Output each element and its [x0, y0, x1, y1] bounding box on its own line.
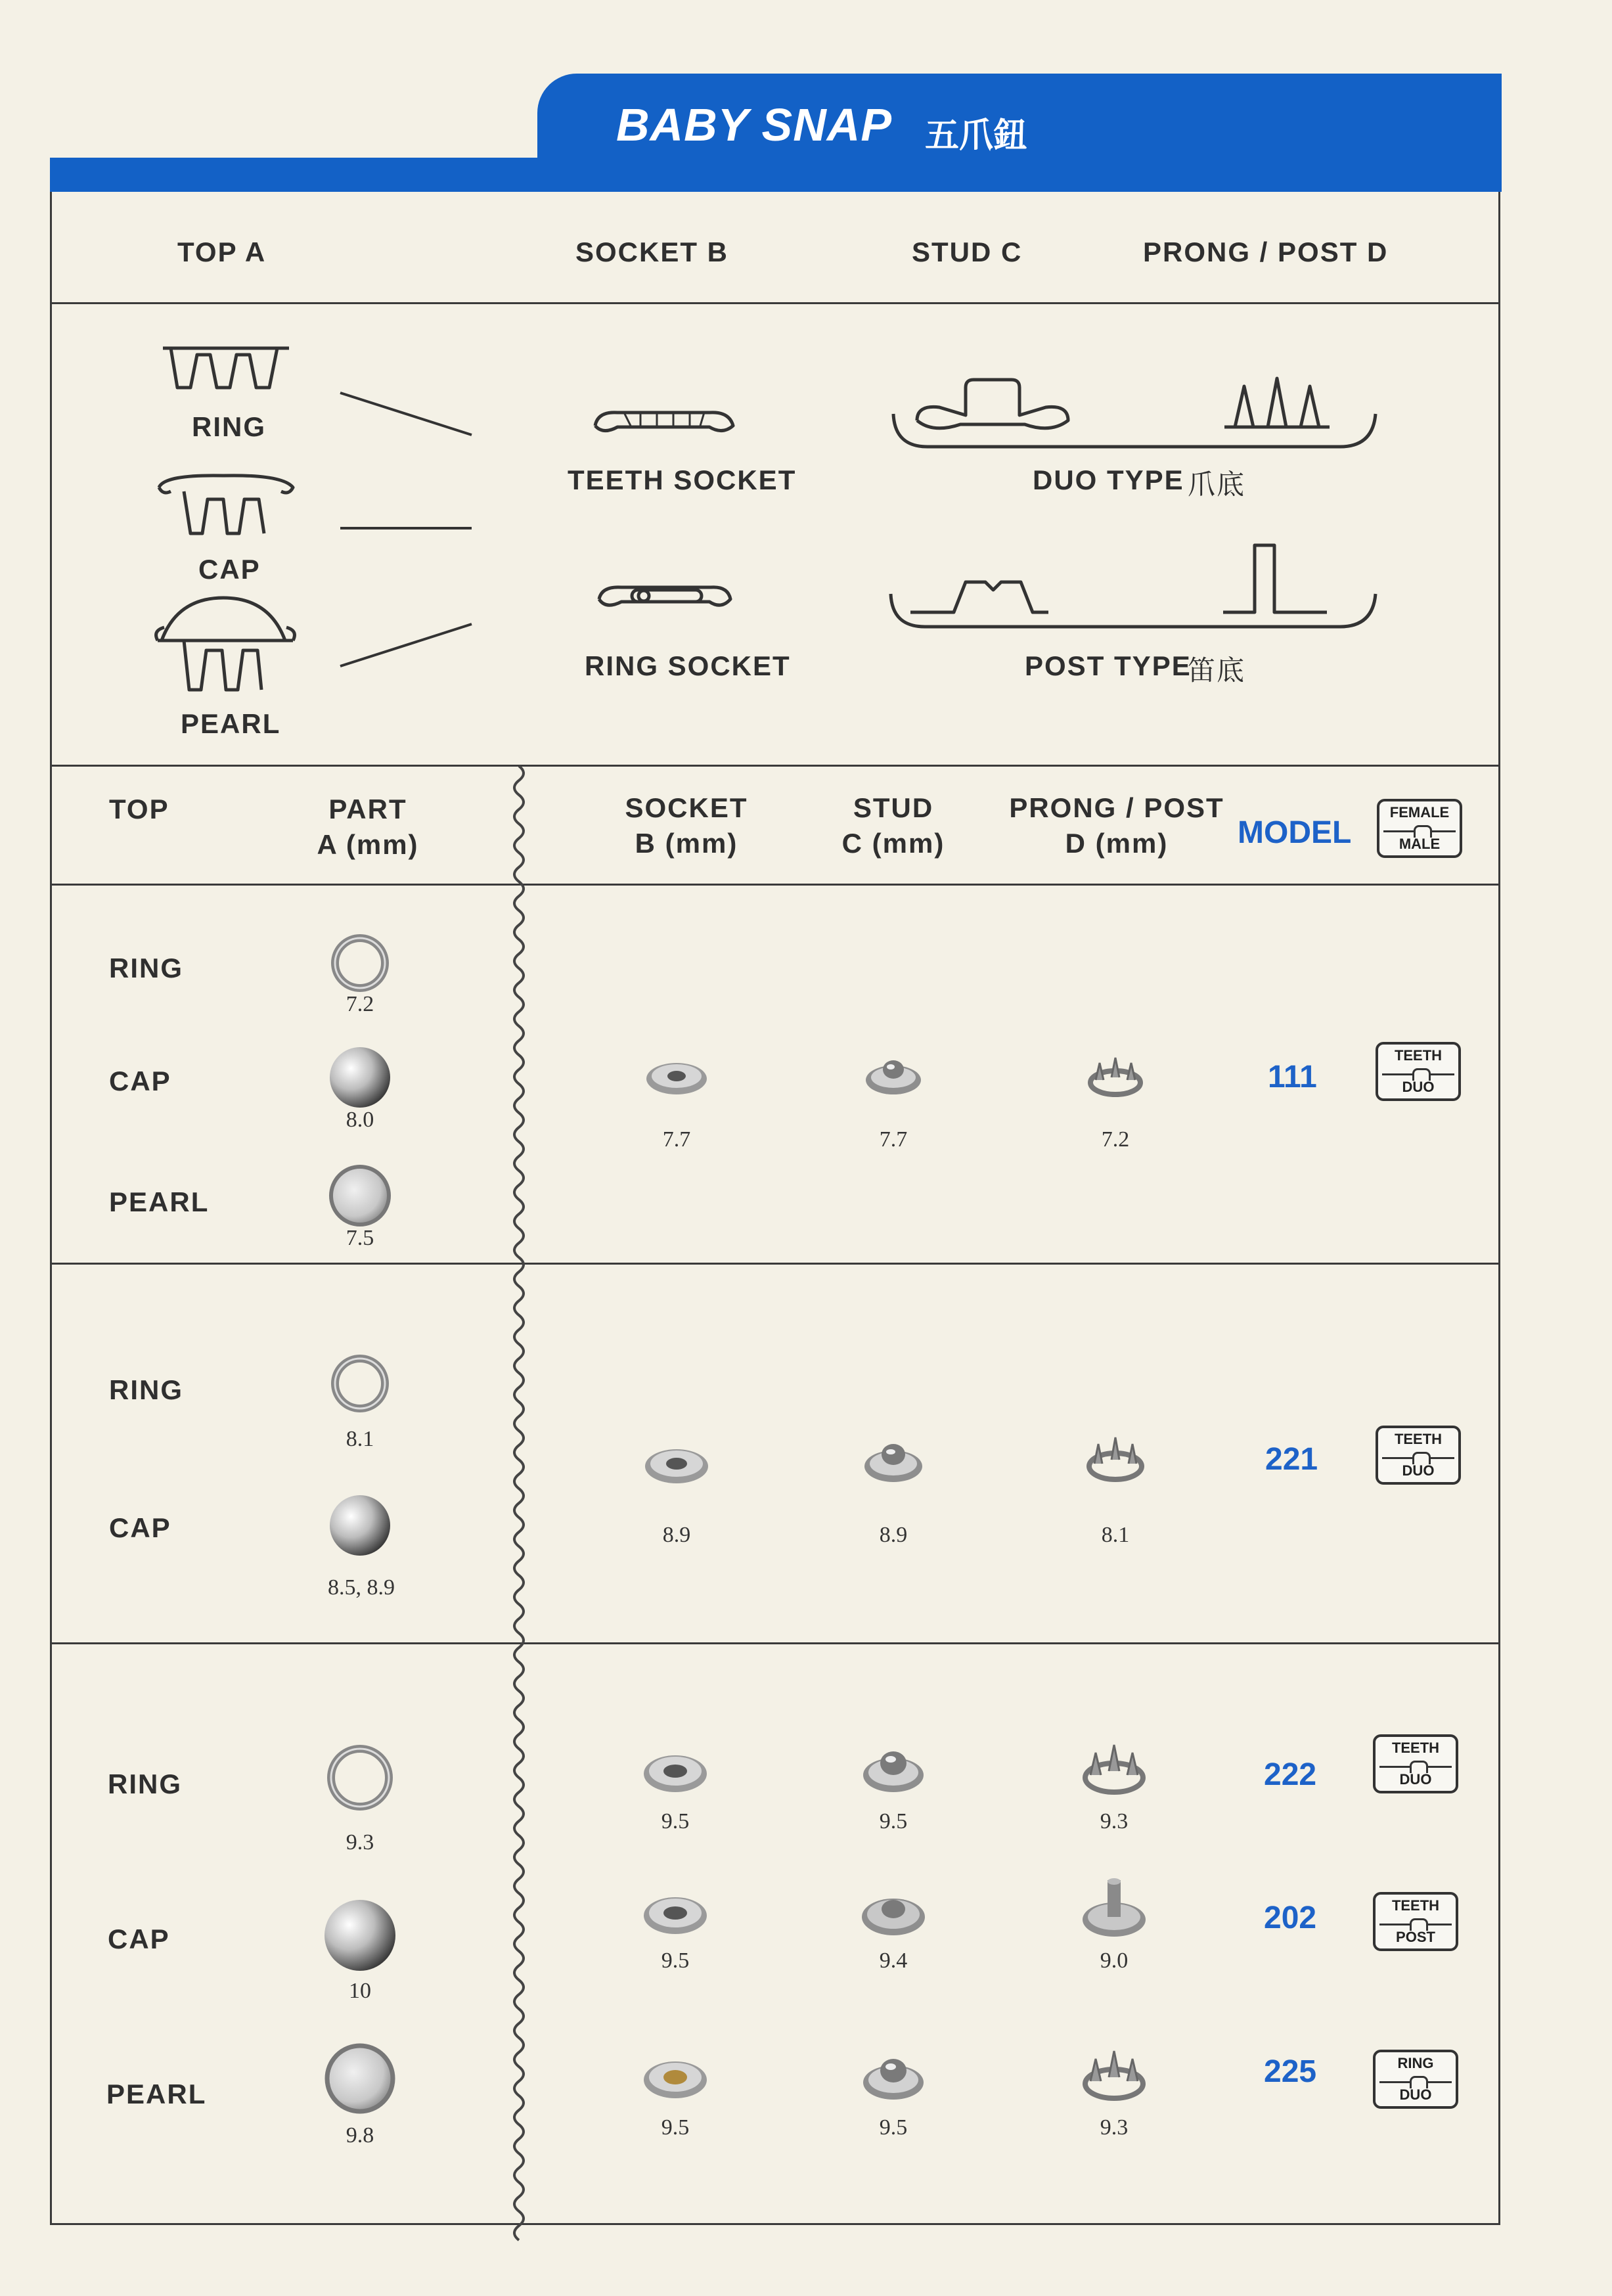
pearl-icon: [322, 2040, 398, 2117]
top-size: 7.5: [346, 1226, 374, 1250]
parts-diagram: [0, 0, 1612, 769]
top-name: RING: [109, 953, 183, 983]
stud-size: 9.4: [879, 1948, 908, 1973]
page-title: BABY SNAP: [616, 99, 893, 150]
model-badge: [1373, 2050, 1458, 2109]
post-type-diagram: [891, 545, 1376, 627]
diagram-post-type-label: POST TYPE: [1025, 650, 1192, 681]
parts-header-prong: PRONG / POST D: [1143, 236, 1389, 267]
table-header-model: MODEL: [1238, 815, 1352, 850]
model-badge-top: RING: [1397, 2055, 1434, 2071]
ring-icon: [327, 930, 393, 996]
ring-top-diagram: [163, 348, 289, 388]
cap-icon: [326, 1491, 394, 1560]
top-size: 8.1: [346, 1427, 374, 1451]
prong-size: 9.3: [1100, 1809, 1129, 1834]
socket-size: 9.5: [661, 1809, 690, 1834]
ring-icon: [327, 1351, 393, 1416]
duo-type-diagram: [893, 378, 1376, 447]
parts-header-stud: STUD C: [912, 236, 1023, 267]
socket-icon: [641, 2056, 709, 2102]
post-icon: [1077, 1876, 1151, 1942]
parts-header-top: TOP A: [177, 236, 267, 267]
ring-socket-diagram: [599, 587, 730, 605]
model-badge-top: TEETH: [1394, 1431, 1443, 1447]
prong-icon: [1077, 1741, 1151, 1796]
ring-icon: [323, 1741, 397, 1814]
table-header-stud-unit: C (mm): [841, 828, 945, 859]
stud-icon: [858, 1889, 929, 1939]
table-header-prong-unit: D (mm): [1065, 828, 1169, 859]
table-header-socket: SOCKET: [625, 792, 748, 823]
top-name: RING: [109, 1374, 183, 1405]
wavy-separator: [499, 766, 539, 2224]
divider: [50, 884, 1500, 886]
top-size: 7.2: [346, 992, 374, 1016]
pearl-top-diagram: [156, 598, 295, 690]
top-name: CAP: [109, 1512, 171, 1543]
model-badge-bottom: POST: [1396, 1929, 1435, 1945]
top-size: 8.5, 8.9: [328, 1575, 395, 1600]
cap-icon: [326, 1043, 394, 1112]
diagram-ring-socket-label: RING SOCKET: [585, 650, 791, 681]
top-name: CAP: [108, 1924, 170, 1954]
socket-size: 9.5: [661, 1948, 690, 1973]
model-number: 111: [1268, 1060, 1317, 1094]
model-badge: [1376, 1426, 1461, 1485]
divider: [50, 1642, 1500, 1644]
socket-size: 7.7: [662, 1127, 691, 1152]
top-size: 9.3: [346, 1830, 374, 1855]
socket-size: 9.5: [661, 2115, 690, 2140]
model-badge-bottom: DUO: [1402, 1079, 1435, 1095]
prong-icon: [1077, 2047, 1151, 2102]
stud-size: 9.5: [879, 2115, 908, 2140]
pearl-icon: [327, 1163, 393, 1228]
model-number: 222: [1264, 1757, 1317, 1792]
top-size: 9.8: [346, 2123, 374, 2148]
table-header-prong: PRONG / POST: [1009, 792, 1224, 823]
top-size: 8.0: [346, 1108, 374, 1132]
diagram-cap-label: CAP: [198, 554, 261, 585]
diagram-pearl-label: PEARL: [181, 708, 281, 739]
diagram-duo-type-label: DUO TYPE: [1033, 464, 1184, 495]
diagram-duo-type-cjk: 爪底: [1188, 468, 1246, 501]
socket-icon: [641, 1892, 709, 1938]
table-header-stud: STUD: [853, 792, 934, 823]
prong-size: 9.0: [1100, 1948, 1129, 1973]
socket-icon: [642, 1444, 711, 1486]
model-badge: [1373, 1734, 1458, 1793]
prong-icon: [1083, 1054, 1148, 1100]
legend-badge: [1377, 799, 1462, 858]
model-badge-top: TEETH: [1391, 1897, 1440, 1914]
model-number: 221: [1265, 1442, 1318, 1477]
cap-top-diagram: [159, 476, 293, 533]
model-badge: [1376, 1042, 1461, 1101]
table-header-socket-unit: B (mm): [635, 828, 738, 859]
legend-badge-bottom: MALE: [1399, 836, 1441, 852]
model-number: 202: [1264, 1901, 1317, 1935]
model-badge-bottom: DUO: [1402, 1462, 1435, 1479]
top-name: PEARL: [109, 1186, 210, 1217]
prong-size: 8.1: [1101, 1523, 1130, 1547]
model-badge-top: TEETH: [1394, 1047, 1443, 1064]
model-badge-top: TEETH: [1391, 1740, 1440, 1756]
divider: [50, 1263, 1500, 1265]
stud-size: 7.7: [879, 1127, 908, 1152]
legend-badge-top: FEMALE: [1389, 804, 1450, 821]
prong-size: 9.3: [1100, 2115, 1129, 2140]
table-header-top: TOP: [109, 794, 169, 824]
teeth-socket-diagram: [595, 413, 733, 431]
stud-icon: [858, 1745, 929, 1796]
stud-icon: [861, 1055, 926, 1097]
model-badge: [1373, 1892, 1458, 1951]
model-number: 225: [1264, 2054, 1317, 2089]
model-badge-bottom: DUO: [1399, 1771, 1432, 1788]
prong-icon: [1081, 1432, 1150, 1485]
stud-icon: [858, 2052, 929, 2104]
top-name: PEARL: [106, 2079, 207, 2109]
stud-size: 9.5: [879, 1809, 908, 1834]
socket-size: 8.9: [662, 1523, 691, 1547]
stud-icon: [859, 1439, 928, 1485]
model-badge-bottom: DUO: [1399, 2086, 1432, 2103]
diagram-teeth-socket-label: TEETH SOCKET: [568, 464, 797, 495]
socket-icon: [644, 1058, 709, 1097]
cap-icon: [321, 1896, 399, 1975]
top-name: CAP: [109, 1066, 171, 1096]
page-title-cjk: 五爪鈕: [925, 116, 1028, 156]
prong-size: 7.2: [1101, 1127, 1130, 1152]
table-header-part-unit: A (mm): [317, 829, 419, 860]
socket-icon: [641, 1750, 709, 1796]
top-name: RING: [108, 1768, 182, 1799]
table-header-part: PART: [328, 794, 407, 824]
parts-header-socket: SOCKET B: [575, 236, 729, 267]
stud-size: 8.9: [879, 1523, 908, 1547]
diagram-post-type-cjk: 笛底: [1188, 654, 1246, 687]
top-size: 10: [349, 1979, 371, 2003]
diagram-ring-label: RING: [192, 411, 266, 442]
